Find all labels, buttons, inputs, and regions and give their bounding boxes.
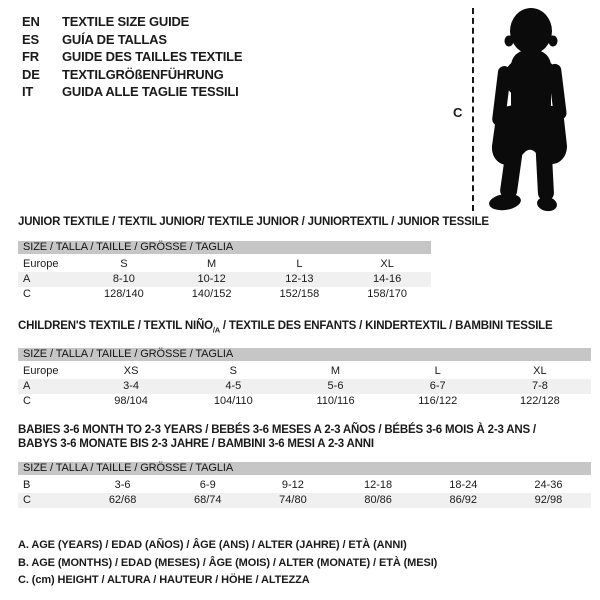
table-row: [18, 379, 591, 394]
children-textile-table: [18, 320, 591, 409]
row-label: C: [23, 287, 31, 300]
legend: [18, 537, 437, 590]
table-rows: [18, 364, 591, 409]
table-row: [18, 493, 591, 508]
table-cell: 8-10: [112, 272, 135, 285]
table-cell: 3-6: [114, 479, 131, 491]
table-cell: 92/98: [534, 494, 563, 506]
table-cell: 18-24: [449, 479, 478, 491]
table-cell: 24-36: [534, 479, 563, 491]
table-cell: 12-13: [285, 272, 314, 285]
table-cell: 7-8: [531, 379, 548, 392]
language-row: [22, 31, 242, 49]
language-code: ES: [22, 31, 39, 47]
table-rows: [18, 257, 431, 302]
table-cell: 74/80: [279, 494, 307, 506]
table-cell: XL: [533, 364, 547, 377]
table-cell: 140/152: [191, 287, 232, 300]
language-row: [22, 13, 242, 31]
table-cell: 86/92: [449, 494, 478, 506]
row-label: A: [23, 272, 31, 285]
height-measure-label: C: [453, 105, 463, 120]
table-title-line: [18, 438, 591, 452]
language-row: [22, 83, 242, 101]
table-cell: 98/104: [114, 394, 148, 407]
language-code: EN: [22, 14, 40, 29]
legend-item: C. (cm) HEIGHT / ALTURA / HAUTEUR / HÖHE / ALTEZZA: [18, 574, 310, 586]
size-header-bar: SIZE / TALLA / TAILLE / GRÖSSE / TAGLIA: [18, 462, 591, 475]
language-row: [22, 66, 242, 84]
table-rows: [18, 478, 591, 508]
table-cell: 4-5: [225, 379, 242, 392]
table-row: [18, 272, 431, 287]
table-row: [18, 364, 591, 379]
table-cell: 9-12: [281, 479, 304, 491]
table-title-text: / TEXTILE DES ENFANTS / KINDERTEXTIL / BAMBINI TESSILE: [219, 320, 553, 332]
table-cell: XL: [380, 257, 394, 270]
row-label: Europe: [23, 257, 59, 270]
table-cell: 6-7: [429, 379, 446, 392]
language-title: GUIDA ALLE TAGLIE TESSILI: [62, 84, 239, 99]
table-row: [18, 394, 591, 409]
row-label: C: [23, 494, 31, 506]
table-cell: L: [434, 364, 441, 377]
language-row: [22, 48, 242, 66]
table-title-text: CHILDREN'S TEXTILE / TEXTIL NIÑO: [18, 320, 213, 332]
table-title-text: BABIES 3-6 MONTH TO 2-3 YEARS / BEBÉS 3-6 MESES A 2-3 AÑOS / BÉBÉS 3-6 MOIS À 2-3 ANS /: [18, 424, 536, 436]
babies-textile-table: [18, 424, 591, 508]
table-cell: 128/140: [103, 287, 144, 300]
table-cell: 116/122: [418, 394, 458, 407]
row-label: C: [23, 394, 31, 407]
language-title: GUIDE DES TAILLES TEXTILE: [62, 49, 243, 64]
language-header: [22, 13, 242, 101]
table-cell: 6-9: [199, 479, 216, 491]
table-cell: 62/68: [108, 494, 137, 506]
table-cell: 110/116: [316, 394, 355, 407]
legend-item: B. AGE (MONTHS) / EDAD (MESES) / ÂGE (MOIS) / ALTER (MONATE) / ETÀ (MESI): [18, 556, 438, 569]
height-measure-line: [472, 8, 474, 211]
table-title-line: [18, 320, 591, 337]
table-title-text: JUNIOR TEXTILE / TEXTIL JUNIOR/ TEXTILE JUNIOR / JUNIORTEXTIL / JUNIOR TESSILE: [18, 216, 489, 228]
table-cell: L: [296, 257, 303, 270]
table-cell: 10-12: [197, 272, 226, 285]
row-label: A: [23, 379, 31, 392]
table-cell: 5-6: [327, 379, 344, 392]
toddler-silhouette-icon: [483, 6, 575, 212]
language-title: GUÍA DE TALLAS: [62, 31, 167, 47]
language-title: TEXTILE SIZE GUIDE: [62, 14, 190, 29]
table-title: [18, 216, 489, 230]
table-cell: S: [229, 364, 237, 377]
language-title: TEXTILGRÖßENFÜHRUNG: [62, 66, 224, 82]
table-cell: 68/74: [193, 494, 222, 506]
table-row: [18, 478, 591, 493]
table-cell: S: [120, 257, 128, 270]
junior-textile-table: [18, 216, 489, 302]
table-cell: 14-16: [373, 272, 402, 285]
table-title: [18, 320, 591, 337]
size-header-bar: SIZE / TALLA / TAILLE / GRÖSSE / TAGLIA: [18, 348, 591, 361]
table-title: [18, 424, 591, 451]
table-cell: M: [330, 364, 341, 377]
table-cell: 152/158: [279, 287, 320, 300]
table-title-text: BABYS 3-6 MONATE BIS 2-3 JAHRE / BAMBINI 3-6 MESI A 2-3 ANNI: [18, 437, 374, 450]
table-cell: 80/86: [364, 494, 392, 506]
table-cell: 104/110: [213, 394, 253, 407]
row-label: Europe: [23, 364, 59, 377]
table-cell: M: [207, 257, 217, 270]
table-row: [18, 257, 431, 272]
table-title-line: [18, 216, 489, 230]
table-cell: 3-4: [123, 379, 140, 392]
language-code: DE: [22, 66, 40, 82]
table-cell: XS: [123, 364, 139, 377]
table-title-line: [18, 424, 591, 438]
table-cell: 122/128: [520, 394, 560, 407]
language-code: IT: [22, 84, 34, 99]
row-label: B: [23, 479, 31, 491]
table-cell: 12-18: [364, 479, 393, 491]
table-row: [18, 287, 431, 302]
table-cell: 158/170: [367, 287, 407, 300]
size-header-bar: SIZE / TALLA / TAILLE / GRÖSSE / TAGLIA: [18, 241, 431, 254]
legend-item: A. AGE (YEARS) / EDAD (AÑOS) / ÂGE (ANS) / ALTER (JAHRE) / ETÀ (ANNI): [18, 539, 407, 551]
language-code: FR: [22, 49, 39, 64]
table-title-text: /A: [212, 325, 220, 335]
